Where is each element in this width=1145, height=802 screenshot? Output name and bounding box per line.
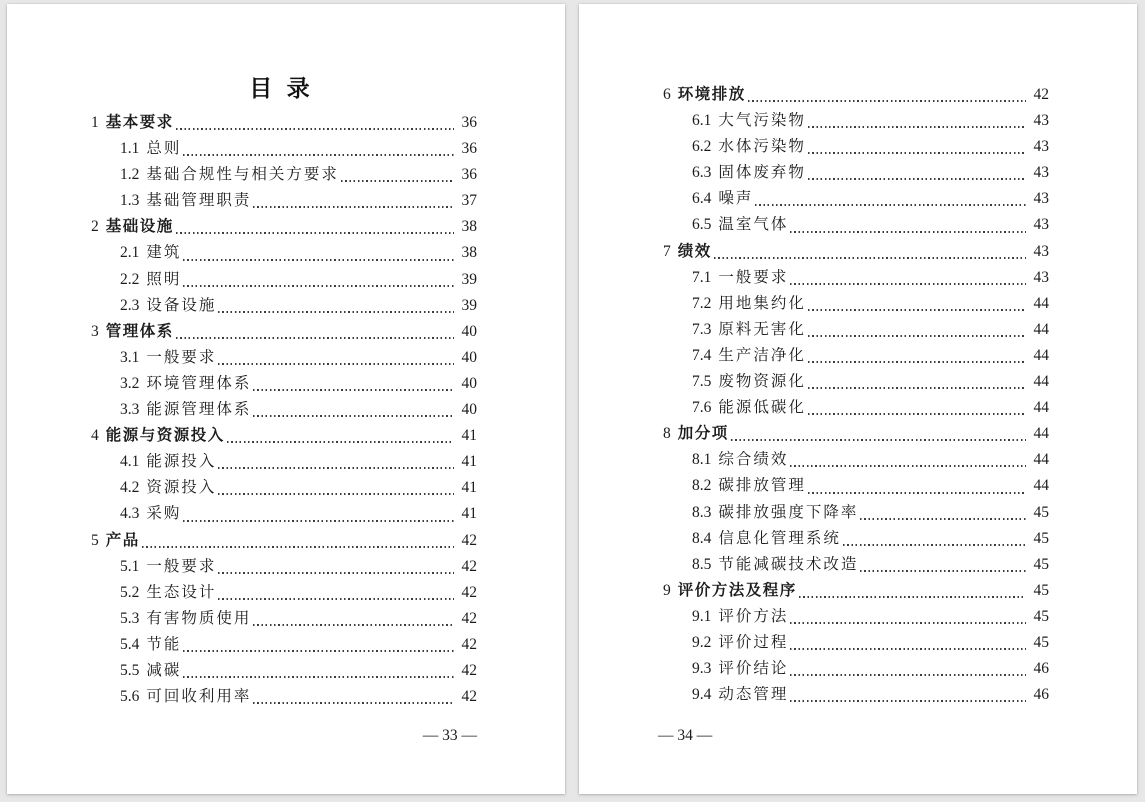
toc-entry[interactable] [658, 108, 1049, 134]
toc-entry-page: 42 [461, 583, 477, 601]
page-34 [579, 4, 1137, 794]
toc-entry-number: 8.5 [692, 555, 712, 573]
toc-entry-label: 大气污染物 [718, 112, 806, 130]
toc-entry-number: 9.2 [692, 633, 712, 651]
page-33 [7, 4, 565, 794]
toc-entry-page: 42 [461, 688, 477, 706]
toc-entry-label: 评价过程 [718, 633, 789, 651]
toc-leader-dots [808, 126, 1026, 128]
toc-entry[interactable] [86, 449, 477, 475]
toc-leader-dots [808, 413, 1026, 415]
toc-entry-number: 7.1 [692, 268, 712, 286]
toc-entry-page: 36 [461, 166, 477, 184]
toc-leader-dots [253, 415, 454, 417]
toc-entry[interactable] [86, 188, 477, 214]
toc-entry-label: 原料无害化 [718, 320, 806, 338]
toc-entry[interactable] [86, 240, 477, 266]
toc-leader-dots [755, 204, 1026, 206]
toc-leader-dots [799, 596, 1026, 598]
toc-entry-number: 3 [91, 322, 99, 340]
toc-entry[interactable] [658, 526, 1049, 552]
toc-entry[interactable] [658, 421, 1049, 447]
toc-leader-dots [253, 624, 454, 626]
toc-entry[interactable] [86, 345, 477, 371]
toc-entry-number: 3.1 [120, 348, 140, 366]
toc-entry-label: 总则 [146, 140, 182, 158]
toc-entry[interactable] [86, 658, 477, 684]
toc-entry-number: 8.2 [692, 477, 712, 495]
toc-entry-label: 评价方法 [718, 607, 789, 625]
toc-entry[interactable] [86, 501, 477, 527]
toc-entry-page: 46 [1033, 660, 1049, 678]
toc-entry-number: 5.3 [120, 609, 140, 627]
toc-entry-label: 加分项 [677, 425, 729, 443]
toc-entry-page: 39 [461, 270, 477, 288]
toc-list-page-34 [658, 82, 1049, 708]
toc-entry[interactable] [86, 214, 477, 240]
toc-entry-number: 4 [91, 427, 99, 445]
toc-leader-dots [860, 570, 1026, 572]
toc-entry-label: 能源管理体系 [146, 401, 252, 419]
toc-entry[interactable] [658, 82, 1049, 108]
toc-entry-page: 44 [1033, 477, 1049, 495]
toc-leader-dots [183, 676, 454, 678]
toc-entry-label: 温室气体 [718, 216, 789, 234]
toc-entry-label: 能源投入 [146, 453, 217, 471]
toc-entry-page: 43 [1033, 112, 1049, 130]
toc-leader-dots [253, 206, 454, 208]
toc-entry-label: 有害物质使用 [146, 609, 252, 627]
toc-title: 目 录 [249, 75, 314, 101]
toc-leader-dots [176, 232, 454, 234]
toc-entry-number: 1.2 [120, 166, 140, 184]
toc-entry-page: 41 [461, 453, 477, 471]
toc-leader-dots [218, 598, 454, 600]
toc-entry-page: 44 [1033, 320, 1049, 338]
toc-entry[interactable] [658, 473, 1049, 499]
toc-entry-page: 41 [461, 427, 477, 445]
toc-entry-number: 6.5 [692, 216, 712, 234]
toc-entry-number: 8.1 [692, 451, 712, 469]
toc-entry-label: 减碳 [146, 661, 182, 679]
toc-entry-number: 2.3 [120, 296, 140, 314]
toc-entry-label: 环境排放 [677, 86, 746, 103]
toc-entry-label: 一般要求 [718, 268, 789, 286]
toc-entry[interactable] [86, 267, 477, 293]
toc-entry[interactable] [658, 239, 1049, 265]
toc-entry-number: 2 [91, 218, 99, 236]
toc-leader-dots [218, 467, 454, 469]
toc-entry-page: 42 [461, 609, 477, 627]
toc-list-page-33 [86, 110, 477, 710]
toc-entry-page: 45 [1033, 503, 1049, 521]
toc-entry-label: 信息化管理系统 [718, 529, 841, 547]
toc-entry-number: 5.6 [120, 688, 140, 706]
toc-entry-number: 5 [91, 531, 99, 549]
toc-entry[interactable] [86, 580, 477, 606]
toc-entry-page: 43 [1033, 190, 1049, 208]
toc-entry-page: 42 [461, 531, 477, 549]
toc-entry-label: 基础设施 [105, 218, 174, 236]
toc-entry-number: 9.1 [692, 607, 712, 625]
toc-entry-page: 38 [461, 244, 477, 262]
toc-leader-dots [176, 128, 454, 130]
toc-entry[interactable] [658, 395, 1049, 421]
toc-entry[interactable] [86, 136, 477, 162]
toc-entry[interactable] [86, 632, 477, 658]
toc-entry-number: 5.4 [120, 635, 140, 653]
toc-entry-label: 用地集约化 [718, 294, 806, 312]
toc-entry-number: 8.4 [692, 529, 712, 547]
toc-entry[interactable] [86, 293, 477, 319]
toc-entry[interactable] [658, 578, 1049, 604]
toc-entry-page: 44 [1033, 425, 1049, 443]
toc-leader-dots [808, 335, 1026, 337]
toc-entry-page: 42 [461, 661, 477, 679]
toc-leader-dots [183, 154, 454, 156]
toc-entry-label: 基础合规性与相关方要求 [146, 166, 339, 184]
toc-entry-number: 1.3 [120, 192, 140, 210]
toc-leader-dots [714, 257, 1026, 259]
toc-leader-dots [860, 518, 1026, 520]
toc-entry[interactable] [658, 552, 1049, 578]
toc-entry-label: 生态设计 [146, 583, 217, 601]
toc-leader-dots [790, 648, 1026, 650]
toc-entry-label: 动态管理 [718, 686, 789, 704]
toc-entry[interactable] [86, 110, 477, 136]
toc-entry[interactable] [658, 343, 1049, 369]
toc-entry-label: 资源投入 [146, 479, 217, 497]
toc-entry-label: 管理体系 [105, 322, 174, 340]
toc-entry-number: 1 [91, 114, 99, 131]
toc-entry[interactable] [658, 656, 1049, 682]
toc-entry[interactable] [86, 319, 477, 345]
toc-entry-label: 绩效 [677, 242, 712, 260]
toc-entry[interactable] [86, 423, 477, 449]
toc-entry-number: 7.4 [692, 346, 712, 364]
toc-entry-label: 建筑 [146, 244, 182, 262]
toc-entry-page: 46 [1033, 686, 1049, 704]
toc-entry[interactable] [86, 528, 477, 554]
toc-entry-label: 可回收利用率 [146, 688, 252, 706]
toc-leader-dots [790, 622, 1026, 624]
toc-entry-label: 能源低碳化 [718, 399, 806, 417]
toc-entry-page: 44 [1033, 294, 1049, 312]
toc-entry-number: 9 [663, 581, 671, 599]
toc-entry-page: 40 [461, 374, 477, 392]
toc-entry-page: 36 [461, 114, 477, 131]
toc-entry-number: 7 [663, 242, 671, 260]
toc-entry[interactable] [658, 447, 1049, 473]
toc-leader-dots [183, 650, 454, 652]
toc-entry-page: 43 [1033, 268, 1049, 286]
toc-entry[interactable] [86, 554, 477, 580]
toc-entry-label: 一般要求 [146, 557, 217, 575]
toc-entry-number: 7.5 [692, 373, 712, 391]
toc-entry-page: 41 [461, 479, 477, 497]
toc-entry-label: 基础管理职责 [146, 192, 252, 210]
toc-entry-number: 4.2 [120, 479, 140, 497]
toc-entry[interactable] [658, 369, 1049, 395]
toc-leader-dots [790, 465, 1026, 467]
toc-entry-number: 8.3 [692, 503, 712, 521]
toc-entry-page: 45 [1033, 581, 1049, 599]
toc-leader-dots [808, 309, 1026, 311]
toc-leader-dots [142, 546, 454, 548]
toc-entry-page: 40 [461, 322, 477, 340]
toc-leader-dots [790, 700, 1026, 702]
toc-entry-page: 42 [1033, 86, 1049, 103]
toc-entry[interactable] [658, 134, 1049, 160]
toc-entry-label: 评价方法及程序 [677, 581, 797, 599]
toc-entry-number: 4.3 [120, 505, 140, 523]
toc-entry[interactable] [658, 291, 1049, 317]
toc-entry-number: 5.1 [120, 557, 140, 575]
toc-entry-number: 6.4 [692, 190, 712, 208]
toc-entry-number: 3.3 [120, 401, 140, 419]
toc-entry-label: 照明 [146, 270, 182, 288]
toc-leader-dots [808, 387, 1026, 389]
toc-leader-dots [731, 439, 1026, 441]
toc-entry-label: 能源与资源投入 [105, 427, 225, 445]
toc-entry-number: 7.6 [692, 399, 712, 417]
toc-entry-number: 7.2 [692, 294, 712, 312]
toc-entry-page: 42 [461, 635, 477, 653]
toc-entry-number: 7.3 [692, 320, 712, 338]
toc-entry-page: 40 [461, 401, 477, 419]
toc-entry[interactable] [658, 212, 1049, 238]
toc-leader-dots [253, 702, 454, 704]
toc-entry-page: 45 [1033, 555, 1049, 573]
toc-entry-number: 2.2 [120, 270, 140, 288]
toc-entry-label: 节能减碳技术改造 [718, 555, 859, 573]
toc-entry-number: 2.1 [120, 244, 140, 262]
toc-entry-page: 41 [461, 505, 477, 523]
page-number-footer-33: — 33 — [422, 727, 477, 744]
toc-entry-page: 43 [1033, 164, 1049, 182]
toc-entry-number: 5.2 [120, 583, 140, 601]
toc-entry-label: 产品 [105, 531, 140, 549]
toc-entry-label: 生产洁净化 [718, 346, 806, 364]
toc-entry-page: 38 [461, 218, 477, 236]
toc-entry-page: 45 [1033, 633, 1049, 651]
toc-entry[interactable] [658, 500, 1049, 526]
toc-entry[interactable] [86, 371, 477, 397]
toc-leader-dots [183, 285, 454, 287]
toc-entry[interactable] [86, 397, 477, 423]
toc-entry-label: 评价结论 [718, 660, 789, 678]
toc-entry[interactable] [658, 265, 1049, 291]
toc-entry[interactable] [658, 186, 1049, 212]
toc-entry[interactable] [658, 604, 1049, 630]
toc-entry[interactable] [86, 606, 477, 632]
toc-entry[interactable] [86, 162, 477, 188]
toc-entry-label: 综合绩效 [718, 451, 789, 469]
toc-leader-dots [808, 152, 1026, 154]
toc-entry-page: 36 [461, 140, 477, 158]
toc-leader-dots [790, 231, 1026, 233]
toc-entry-number: 5.5 [120, 661, 140, 679]
toc-leader-dots [218, 493, 454, 495]
toc-leader-dots [227, 441, 454, 443]
toc-leader-dots [183, 520, 454, 522]
toc-entry-number: 6.3 [692, 164, 712, 182]
toc-entry-number: 8 [663, 425, 671, 443]
toc-entry-number: 3.2 [120, 374, 140, 392]
toc-leader-dots [808, 492, 1026, 494]
toc-leader-dots [843, 544, 1026, 546]
toc-leader-dots [253, 389, 454, 391]
toc-entry-label: 噪声 [718, 190, 754, 208]
toc-entry-label: 碳排放强度下降率 [718, 503, 859, 521]
toc-leader-dots [183, 259, 454, 261]
toc-entry-label: 环境管理体系 [146, 374, 252, 392]
toc-entry-page: 43 [1033, 242, 1049, 260]
toc-leader-dots [218, 363, 454, 365]
toc-leader-dots [808, 178, 1026, 180]
toc-entry-page: 40 [461, 348, 477, 366]
toc-entry-page: 45 [1033, 529, 1049, 547]
toc-entry-page: 44 [1033, 399, 1049, 417]
toc-entry-number: 9.4 [692, 686, 712, 704]
toc-entry-label: 一般要求 [146, 348, 217, 366]
toc-entry-page: 37 [461, 192, 477, 210]
toc-entry-page: 44 [1033, 373, 1049, 391]
toc-entry[interactable] [658, 630, 1049, 656]
toc-leader-dots [748, 100, 1026, 102]
toc-entry-label: 废物资源化 [718, 373, 806, 391]
toc-entry[interactable] [86, 684, 477, 710]
toc-entry-label: 固体废弃物 [718, 164, 806, 182]
toc-leader-dots [341, 180, 454, 182]
toc-entry[interactable] [658, 317, 1049, 343]
toc-entry-number: 9.3 [692, 660, 712, 678]
toc-entry-number: 6.2 [692, 138, 712, 156]
toc-entry[interactable] [658, 682, 1049, 708]
toc-entry-number: 6 [663, 86, 671, 103]
toc-entry-page: 45 [1033, 607, 1049, 625]
toc-entry-number: 4.1 [120, 453, 140, 471]
toc-entry-label: 水体污染物 [718, 138, 806, 156]
toc-entry-page: 43 [1033, 216, 1049, 234]
toc-entry-page: 42 [461, 557, 477, 575]
toc-entry[interactable] [86, 475, 477, 501]
toc-entry[interactable] [658, 160, 1049, 186]
page-number-footer-34: — 34 — [658, 727, 713, 744]
toc-leader-dots [808, 361, 1026, 363]
toc-leader-dots [176, 337, 454, 339]
toc-entry-label: 碳排放管理 [718, 477, 806, 495]
toc-entry-label: 基本要求 [105, 114, 174, 131]
toc-entry-page: 43 [1033, 138, 1049, 156]
toc-leader-dots [218, 311, 454, 313]
toc-leader-dots [790, 674, 1026, 676]
toc-entry-page: 44 [1033, 346, 1049, 364]
toc-entry-number: 1.1 [120, 140, 140, 158]
toc-entry-label: 节能 [146, 635, 182, 653]
toc-entry-page: 39 [461, 296, 477, 314]
toc-leader-dots [790, 283, 1026, 285]
toc-entry-label: 设备设施 [146, 296, 217, 314]
toc-entry-page: 44 [1033, 451, 1049, 469]
toc-entry-label: 采购 [146, 505, 182, 523]
toc-entry-number: 6.1 [692, 112, 712, 130]
toc-leader-dots [218, 572, 454, 574]
